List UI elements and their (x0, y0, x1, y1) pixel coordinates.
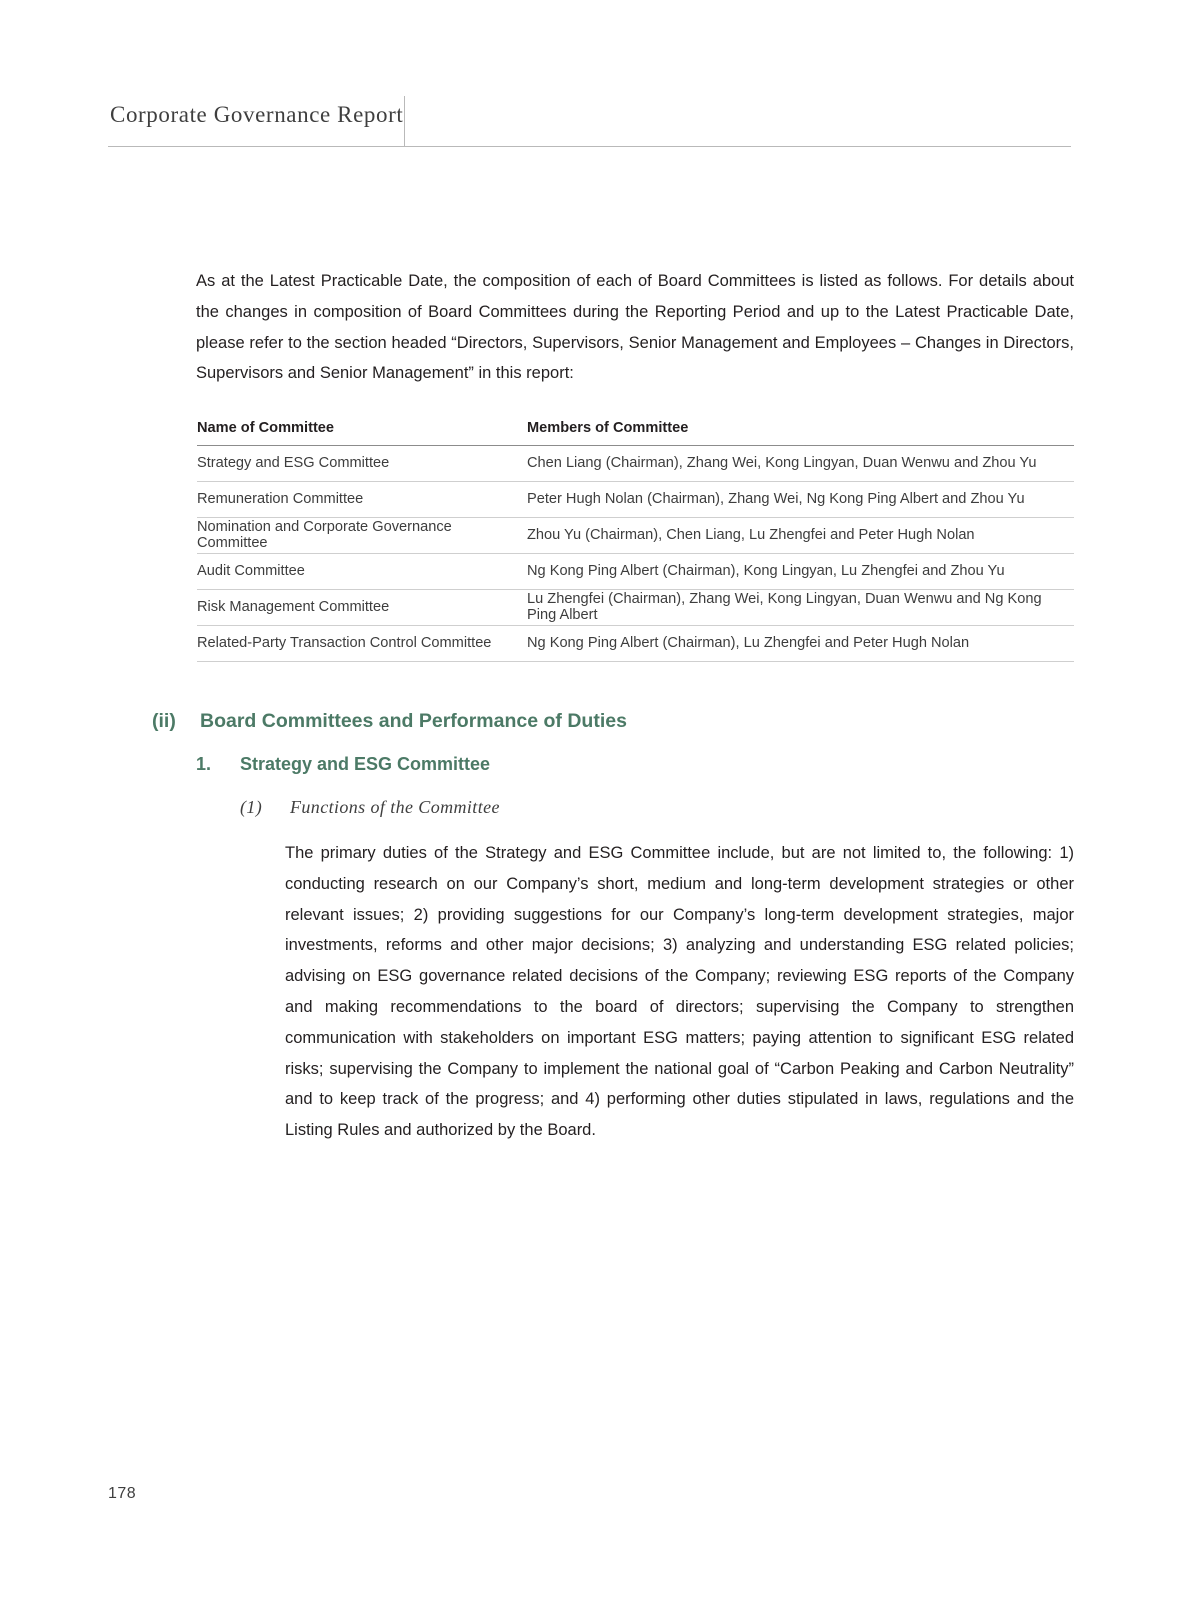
cell-committee-name: Nomination and Corporate Governance Committee (197, 519, 452, 552)
intro-paragraph: As at the Latest Practicable Date, the composition of each of Board Committees is listed as follows. For details about the changes in composition of Board Committees during the Reporting Period and up to the Latest Practicable Date, please refer to the section headed “Directors, Supervisors, Senior Management and Employees – Changes in Directors, Supervisors and Senior Management” in this report: (196, 272, 1074, 383)
cell-committee-members: Ng Kong Ping Albert (Chairman), Kong Lingyan, Lu Zhengfei and Zhou Yu (527, 563, 1005, 580)
header-vertical-divider (404, 96, 405, 146)
section-heading-1-number: 1. (196, 754, 212, 774)
section-heading-ii-number: (ii) (152, 710, 176, 732)
table-row (197, 482, 1074, 518)
table-row (197, 518, 1074, 554)
page-number: 178 (108, 1485, 137, 1502)
table-row (197, 446, 1074, 482)
functions-paragraph: The primary duties of the Strategy and ESG Committee include, but are not limited to, the following: 1) conducting research on our Company’s short, medium and long-term development strategies or other relevant issues; 2) providing suggestions for our Company’s long-term development strategies, major investments, reforms and other major decisions; 3) analyzing and understanding ESG related policies; advising on ESG governance related decisions of the Company; reviewing ESG reports of the Company and making recommendations to the board of directors; supervising the Company to strengthen communication with stakeholders on important ESG matters; paying attention to significant ESG related risks; supervising the Company to implement the national goal of “Carbon Peaking and Carbon Neutrality” and to keep track of the progress; and 4) performing other duties stipulated in laws, regulations and the Listing Rules and authorized by the Board. (285, 844, 1074, 1140)
cell-committee-name: Audit Committee (197, 563, 305, 580)
cell-committee-members: Peter Hugh Nolan (Chairman), Zhang Wei, Ng Kong Ping Albert and Zhou Yu (527, 491, 1025, 508)
section-heading-sub (240, 797, 1080, 818)
page-header (108, 96, 1071, 152)
section-heading-1-title: Strategy and ESG Committee (240, 754, 491, 774)
page-header-title: Corporate Governance Report (110, 102, 404, 127)
section-heading-ii (152, 710, 1072, 733)
table-header-row (197, 421, 1074, 446)
cell-committee-members: Zhou Yu (Chairman), Chen Liang, Lu Zhengfei and Peter Hugh Nolan (527, 527, 975, 544)
section-heading-ii-title: Board Committees and Performance of Duties (200, 710, 627, 732)
cell-committee-members: Ng Kong Ping Albert (Chairman), Lu Zhengfei and Peter Hugh Nolan (527, 635, 970, 652)
board-committees-table (197, 421, 1074, 662)
cell-committee-name: Remuneration Committee (197, 491, 364, 508)
cell-committee-name: Related-Party Transaction Control Committee (197, 635, 492, 652)
section-heading-sub-number: (1) (240, 797, 263, 817)
cell-committee-members: Lu Zhengfei (Chairman), Zhang Wei, Kong Lingyan, Duan Wenwu and Ng Kong Ping Albert (527, 591, 1042, 624)
table-row (197, 626, 1074, 662)
table-row (197, 590, 1074, 626)
section-heading-sub-title: Functions of the Committee (290, 797, 500, 817)
column-header-committee-members: Members of Committee (527, 420, 689, 436)
header-horizontal-divider (108, 146, 1071, 147)
section-heading-1 (196, 754, 1076, 775)
cell-committee-name: Risk Management Committee (197, 599, 390, 616)
cell-committee-name: Strategy and ESG Committee (197, 455, 390, 472)
column-header-committee-name: Name of Committee (197, 420, 335, 436)
cell-committee-members: Chen Liang (Chairman), Zhang Wei, Kong Lingyan, Duan Wenwu and Zhou Yu (527, 455, 1037, 472)
table-row (197, 554, 1074, 590)
